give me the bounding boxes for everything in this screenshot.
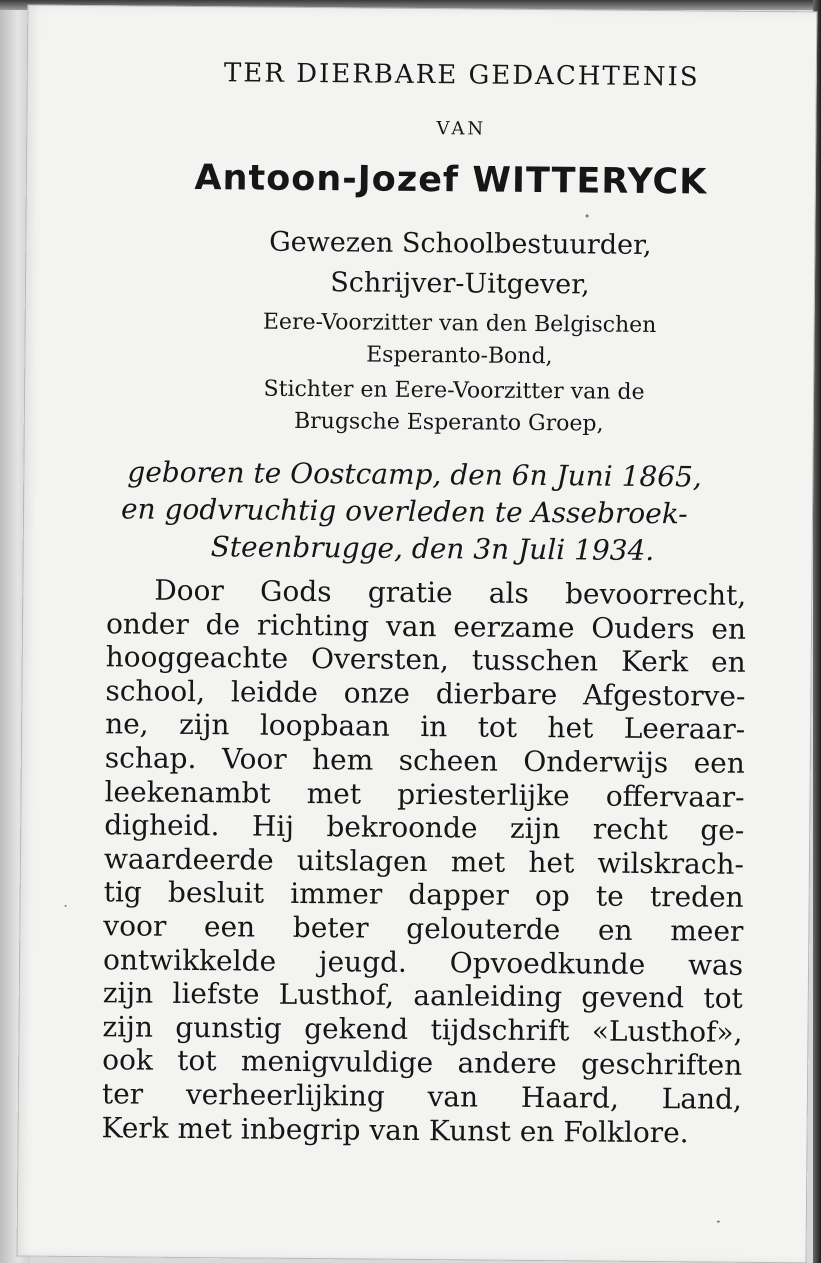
biography-line: ter verheerlijking van Haard, Land, [101, 1077, 743, 1116]
biography-line: digheid. Hij bekroonde zijn recht ge- [104, 808, 745, 847]
biography-line: Door Gods gratie als bevoorrecht, [154, 573, 747, 612]
death-date-line: Steenbrugge, den 3n Juli 1934. [210, 530, 655, 568]
birth-date-line: geboren te Oostcamp, den 6n Juni 1865, [127, 455, 702, 494]
card-van: VAN [436, 118, 487, 140]
card-content [17, 5, 818, 1263]
biography-line: Kerk met inbegrip van Kunst en Folklore. [101, 1110, 689, 1149]
biography-line: voor een beter gelouterde en meer [103, 909, 744, 948]
biography-line: tig besluit immer dapper op te treden [103, 875, 744, 915]
biography-line: onder de richting van eerzame Ouders en [105, 606, 747, 646]
biography-line: zijn liefste Lusthof, aanleiding gevend tot [102, 976, 743, 1015]
title-line: Brugsche Esperanto Groep, [293, 408, 604, 437]
title-line: Gewezen Schoolbestuurder, [269, 226, 652, 261]
biography-line: schap. Voor hem scheen Onderwijs een [104, 741, 745, 780]
biography-line: school, leidde onze dierbare Afgestorve- [105, 674, 746, 713]
biography-line: ontwikkelde jeugd. Opvoedkunde was [102, 942, 744, 982]
title-line: Esperanto-Bond, [366, 342, 553, 370]
title-line: Stichter en Eere-Voorzitter van de [263, 376, 645, 405]
title-line: Schrijver-Uitgever, [330, 267, 590, 301]
biography-line: ook tot menigvuldige andere geschriften [102, 1043, 743, 1083]
biography-line: hooggeachte Oversten, tusschen Kerk en [105, 640, 746, 680]
paper-speck [717, 1221, 720, 1223]
title-line: Eere-Voorzitter van den Belgischen [262, 309, 657, 339]
paper-speck [65, 905, 67, 907]
biography-line: ne, zijn loopbaan in tot het Leeraar- [105, 707, 746, 747]
biography-line: leekenambt met priesterlijke offervaar- [104, 774, 745, 814]
paper-speck [586, 214, 589, 217]
death-date-line: en godvruchtig overleden te Assebroek- [120, 492, 688, 531]
biography-text [101, 573, 746, 1150]
biography-line: waardeerde uitslagen met het wilskrach- [103, 841, 745, 881]
deceased-name: Antoon-Jozef WITTERYCK [194, 157, 708, 203]
memorial-card [17, 5, 818, 1263]
card-heading: TER DIERBARE GEDACHTENIS [223, 58, 700, 93]
biography-line: zijn gunstig gekend tijdschrift «Lusthof», [102, 1009, 743, 1049]
